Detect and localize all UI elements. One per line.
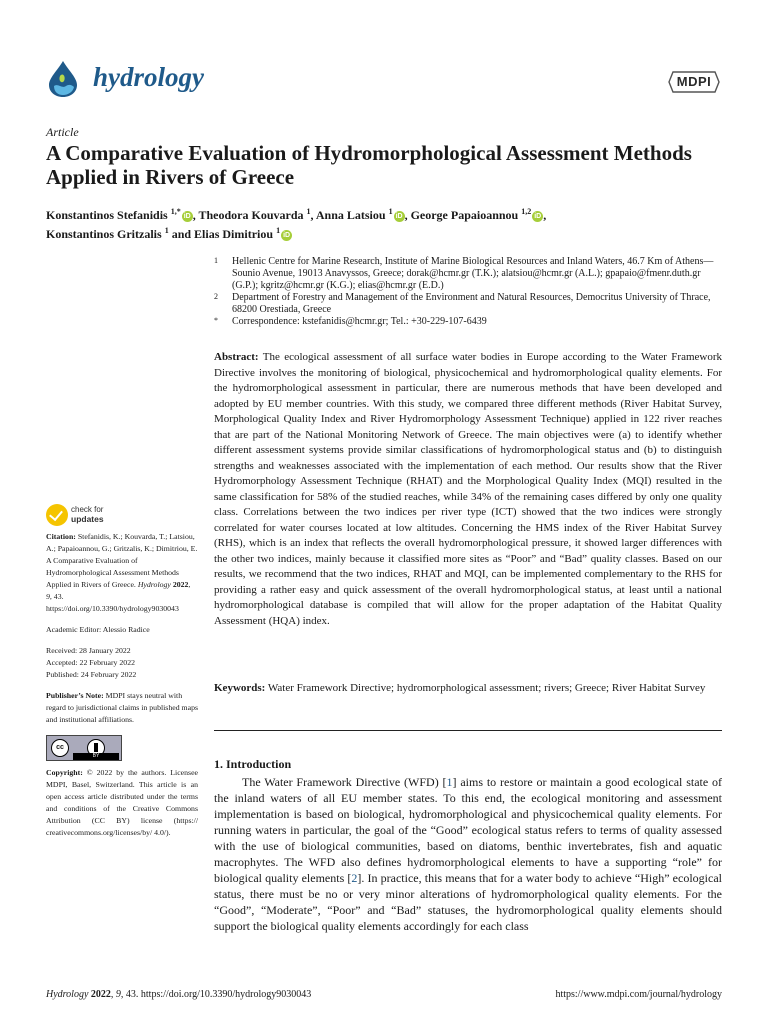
affiliation-mark: 2 (214, 292, 218, 301)
citation-doi-link[interactable]: , 43. https://doi.org/10.3390/hydrology9030043 (46, 592, 179, 613)
reference-link-1[interactable]: 1 (446, 775, 453, 789)
hydrology-logo-icon (46, 60, 80, 98)
section-heading-introduction: 1. Introduction (214, 757, 292, 771)
citation-year: 2022 (172, 580, 189, 589)
academic-editor: Academic Editor: Alessio Radice (46, 625, 150, 634)
mdpi-logo (667, 70, 721, 94)
received-date: Received: 28 January 2022 (46, 646, 131, 655)
publisher-note-text: MDPI stays neutral with regard to jurisdictional claims in published maps and institutional affiliations. (46, 691, 199, 724)
cc-by-license-icon[interactable] (46, 735, 122, 761)
author-name: Konstantinos Gritzalis (46, 227, 165, 241)
orcid-icon[interactable]: iD (395, 212, 403, 220)
citation-label: Citation: (46, 532, 76, 541)
keywords-text: Water Framework Directive; hydromorphological assessment; rivers; Greece; River Habitat Survey (267, 682, 706, 694)
footer-citation: Hydrology 2022, 9, 43. https://doi.org/10.3390/hydrology9030043 (46, 989, 312, 1000)
abstract (214, 350, 722, 629)
article-type: Article (46, 125, 79, 139)
accepted-date: Accepted: 22 February 2022 (46, 658, 135, 667)
by-label: BY (73, 753, 119, 760)
affiliation-item (214, 292, 724, 316)
citation-text: Stefanidis, K.; Kouvarda, T.; Latsiou, A.; Papaioannou, G.; Gritzalis, K.; Dimitriou, E. A Comparative Evaluation of Hydromorphological Assessment Methods Applied in Rivers of Greece. (46, 532, 198, 589)
affiliation-text: Correspondence: kstefanidis@hcmr.gr; Tel.: +30-229-107-6439 (232, 316, 487, 327)
publisher-note-label: Publisher’s Note: (46, 691, 104, 700)
sidebar-info (46, 531, 198, 848)
author-affiliation-mark: 1 (276, 226, 281, 235)
published-date: Published: 24 February 2022 (46, 670, 137, 679)
check-updates-line2: updates (71, 514, 104, 524)
affiliation-mark: 1 (214, 256, 218, 265)
introduction-paragraph: The Water Framework Directive (WFD) [1] aims to restore or maintain a good ecological state of the inland waters of all EU member states. To this end, the ecological monitoring and assessment implementation is based on biological, hydromorphological and physicochemical quality elements. For running waters in particular, the goal of the “Good” ecological status refers to terms of quality assessed with the use of biological communities, based on diatoms, benthic invertebrates, fish and aquatic macrophytes. The WFD also defines hydromorphological elements to have a supporting “role” for biological quality elements [2]. In practice, this means that for a water body to achieve “High” ecological status, there must be no or very minor alterations of hydromorphological quality elements. For the “Good”, “Moderate”, “Poor” and “Bad” statuses, the hydromorphological quality elements should support the biological quality elements accordingly for each class (214, 775, 723, 933)
footer-journal-url[interactable]: https://www.mdpi.com/journal/hydrology (555, 989, 722, 1000)
citation-journal: Hydrology (137, 580, 171, 589)
author-affiliation-mark: 1,* (170, 207, 181, 216)
footer-doi-link[interactable]: , 43. https://doi.org/10.3390/hydrology9030043 (120, 989, 312, 1000)
author-name: Elias Dimitriou (194, 227, 277, 241)
footer-journal: Hydrology (46, 989, 89, 1000)
author-affiliation-mark: 1 (306, 207, 311, 216)
orcid-icon[interactable]: iD (283, 231, 291, 239)
affiliations (214, 256, 724, 328)
check-icon (46, 504, 68, 526)
author-name: Konstantinos Stefanidis (46, 208, 171, 222)
abstract-text: The ecological assessment of all surface water bodies in Europe according to the Water Framework Directive involves the monitoring of biological, physicochemical and hydromorphological quality elements. For the hydromorphological assessment in particular, there are numerous methods that have been developed and adopted by EU member countries. With this study, we compared three different methods (River Habitat Survey, Morphological Quality Index and River Hydromorphology Assessment Technique) applied in 122 river reaches that are part of the National Monitoring Network of Greece. The main objectives were (a) to identify whether different assessment systems provide similar classifications of hydromorphological status and (b) to distinguish strengths and weaknesses associated with the implementation of each method. Our results show that the River Hydromorphology Assessment Technique (RHAT) and the Morphological Quality Index (MQI) resulted in the same classification for 58% of the studied reaches, while 34% of the remaining cases differed by only one quality class. Correlations between the two indices per river type (ICT) showed that the two indices were strongly correlated for water courses located at low altitudes. Concerning the HMS index of the River Habitat Survey (RHS), which is an index that reflects the overall hydromorphological pressure, it showed larger differences with the other two indices, mainly because it classified more sites as “Poor” and “Bad” quality classes. Based on our results, we recommend that the two indices, RHAT and MQI, can be implemented complementary to the RHS for providing a rather easy and quick assessment of the overall hydromorphological status, at least until a national hydromorphological database is compiled that will allow for the proper adaptation of the Habitat Quality Assessment (HQA) index. (214, 351, 722, 627)
check-updates-line1: check for (71, 505, 104, 514)
mdpi-logo-text: MDPI (676, 74, 712, 89)
author-name: George Papaioannou (410, 208, 522, 222)
article-title: A Comparative Evaluation of Hydromorphological Assessment Methods Applied in Rivers of Greece (46, 141, 692, 189)
divider (214, 730, 722, 731)
orcid-icon[interactable]: iD (183, 212, 191, 220)
footer-year: 2022 (90, 989, 111, 1000)
check-for-updates-button[interactable] (46, 503, 156, 527)
affiliation-mark: * (214, 316, 218, 325)
citation: Citation: Stefanidis, K.; Kouvarda, T.; Latsiou, A.; Papaioannou, G.; Gritzalis, K.; Dimitriou, E. A Comparative Evaluation of Hydromorphological Assessment Methods Applied in Rivers of Greece. Hydrology 2022, 9, 43. https://doi.org/10.3390/hydrology9030043 (46, 532, 198, 613)
copyright (46, 767, 198, 839)
affiliation-text: Department of Forestry and Management of the Environment and Natural Resources, Democritus University of Thrace, 68200 Orestiada, Greece (232, 292, 711, 315)
copyright-text: © 2022 by the authors. Licensee MDPI, Basel, Switzerland. This article is an open access article distributed under the terms and conditions of the Creative Commons Attribution (CC BY) license (https:// creativecommons.org/licenses/by/ 4.0/). (46, 768, 198, 837)
affiliation-item (214, 256, 724, 292)
keywords-label: Keywords: (214, 682, 266, 694)
cc-icon: cc (51, 739, 69, 757)
author-list: Konstantinos Stefanidis $^{1,*}$iD , Theodora Kouvarda $^1$, Anna Latsiou $^1$iD , George Papaioannou $^{1,2}$iD , Konstantinos Gritzalis $^1$ and Elias Dimitriou $^1$iD (46, 207, 547, 241)
footer-volume: 9 (115, 989, 121, 1000)
author-affiliation-mark: 1 (388, 207, 393, 216)
keywords (214, 681, 722, 697)
copyright-label: Copyright: (46, 768, 83, 777)
abstract-label: Abstract: (214, 351, 259, 363)
author-affiliation-mark: 1 (164, 226, 169, 235)
citation-volume: 9 (46, 592, 50, 601)
orcid-icon[interactable]: iD (534, 212, 542, 220)
author-name: Anna Latsiou (315, 208, 389, 222)
journal-name: hydrology (93, 62, 204, 92)
affiliation-text: Hellenic Centre for Marine Research, Institute of Marine Biological Resources and Inland Waters, 46.7 Km of Athens—Sounio Avenue, 19013 Anavyssos, Greece; dorak@hcmr.gr (T.K.); alatsiou@hcmr.gr (A.L.); gpapaio@fmenr.duth.gr (G.P.); kgritz@hcmr.gr (K.G.); elias@hcmr.gr (E.D.) (232, 256, 714, 291)
affiliation-item (214, 316, 724, 328)
author-name: Theodora Kouvarda (198, 208, 307, 222)
reference-link-2[interactable]: 2 (351, 871, 358, 885)
publisher-note (46, 690, 198, 726)
author-affiliation-mark: 1,2 (521, 207, 532, 216)
